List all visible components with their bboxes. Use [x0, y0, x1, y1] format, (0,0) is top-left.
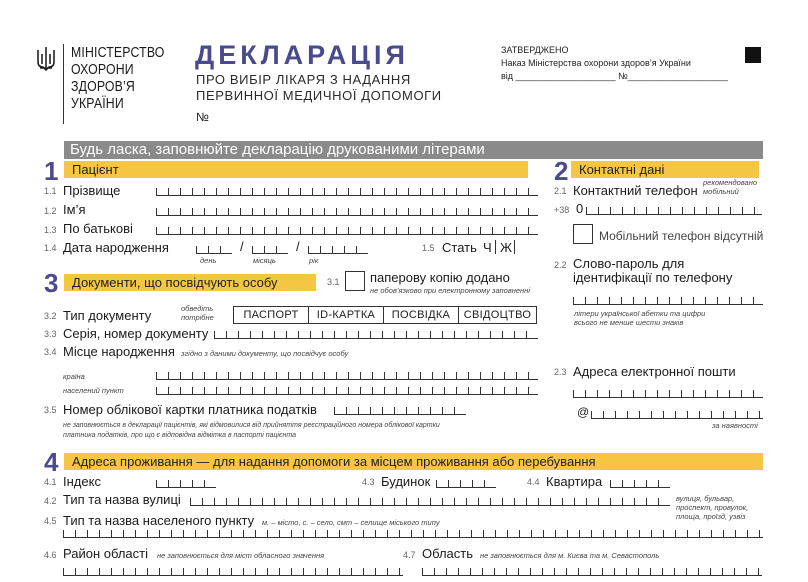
- index-input[interactable]: [156, 480, 216, 488]
- approved-from: від ____________________ №____________________: [501, 71, 728, 81]
- section-1-title: Пацієнт: [64, 161, 528, 178]
- settlement-note: м. – місто, с. – село, смт – селище міського типу: [262, 518, 440, 527]
- apartment-label: Квартира: [546, 474, 603, 489]
- field-num-4-6: 4.6: [44, 550, 57, 560]
- subtitle-line-2: ПЕРВИННОЇ МЕДИЧНОЇ ДОПОМОГИ: [196, 88, 442, 103]
- building-label: Будинок: [381, 474, 431, 489]
- doc-type-options: [233, 306, 537, 324]
- patronymic-input[interactable]: [156, 227, 538, 235]
- birthdate-label: Дата народження: [63, 240, 169, 255]
- section-4-title: Адреса проживання — для надання допомоги за місцем проживання або перебування: [64, 453, 763, 470]
- field-num-1-1: 1.1: [44, 186, 57, 196]
- declaration-number-label: №: [196, 110, 209, 124]
- doc-type-label: Тип документу: [63, 308, 152, 323]
- series-input[interactable]: [214, 331, 538, 339]
- phone-label: Контактний телефон: [573, 183, 698, 198]
- ministry-name: [71, 44, 165, 112]
- sex-separator: [495, 240, 496, 254]
- region-input[interactable]: [422, 568, 762, 576]
- field-num-4-4: 4.4: [527, 477, 540, 487]
- settlement-caption: населений пункт: [63, 386, 124, 395]
- sex-separator-end: [514, 240, 515, 254]
- field-num-1-3: 1.3: [44, 225, 57, 235]
- street-input-1[interactable]: [190, 498, 670, 506]
- field-num-2-3: 2.3: [554, 367, 567, 377]
- section-3-number: 3: [44, 268, 59, 298]
- field-num-4-1: 4.1: [44, 477, 57, 487]
- birthplace-note: згідно з даними документу, що посвідчує особу: [181, 349, 349, 358]
- ministry-line-1: МІНІСТЕРСТВО: [71, 44, 165, 61]
- phone-note: рекомендовано мобільний: [703, 178, 758, 196]
- phone-prefix: +38: [554, 205, 570, 215]
- date-separator-1: /: [240, 239, 244, 254]
- tax-number-input[interactable]: [334, 407, 466, 415]
- birth-settlement-input[interactable]: [156, 387, 538, 395]
- password-label-2: ідентифікації по телефону: [573, 270, 733, 285]
- phone-zero: 0: [576, 201, 584, 216]
- birth-month-caption: місяць: [253, 256, 276, 265]
- field-num-4-2: 4.2: [44, 496, 57, 506]
- birth-year-caption: рік: [309, 256, 319, 265]
- doc-type-note-2: потрібне: [181, 313, 214, 322]
- field-num-3-5: 3.5: [44, 405, 57, 415]
- section-2-number: 2: [554, 156, 569, 186]
- tax-note-1: не заповнюється в декларації пацієнтів, які відмовилися від прийняття реєстраційного номера облікової картки: [63, 422, 440, 429]
- surname-input[interactable]: [156, 188, 538, 196]
- birthplace-label: Місце народження: [63, 344, 175, 359]
- field-num-4-3: 4.3: [362, 477, 375, 487]
- ministry-line-4: УКРАЇНИ: [71, 95, 124, 112]
- doc-type-passport[interactable]: ПАСПОРТ: [234, 307, 309, 323]
- ministry-line-2: ОХОРОНИ: [71, 61, 134, 78]
- email-input-1[interactable]: [573, 390, 763, 398]
- section-1-number: 1: [44, 156, 59, 186]
- form-subtitle: [196, 72, 442, 104]
- paper-copy-checkbox[interactable]: [345, 271, 365, 291]
- sex-option-female[interactable]: Ж: [500, 240, 513, 255]
- field-num-3-4: 3.4: [44, 347, 57, 357]
- birth-year-input[interactable]: [308, 246, 368, 254]
- no-mobile-label: Мобільний телефон відсутній: [599, 229, 764, 243]
- street-note-2: проспект, провулок,: [676, 503, 749, 512]
- street-note-3: площа, проїзд, узвіз: [676, 512, 746, 521]
- field-num-1-4: 1.4: [44, 243, 57, 253]
- field-num-1-2: 1.2: [44, 206, 57, 216]
- series-label: Серія, номер документу: [63, 326, 209, 341]
- field-num-4-7: 4.7: [403, 550, 416, 560]
- field-num-3-1: 3.1: [327, 277, 340, 287]
- email-note: за наявності: [712, 421, 758, 430]
- name-label: Ім’я: [63, 202, 86, 217]
- patronymic-label: По батькові: [63, 221, 133, 236]
- password-input[interactable]: [573, 297, 763, 305]
- approved-title: ЗАТВЕРДЖЕНО: [501, 45, 569, 55]
- email-input-2[interactable]: [591, 411, 763, 419]
- tax-note-2: платника податків, про що є відповідна відмітка в паспорті пацієнта: [63, 432, 297, 439]
- phone-input[interactable]: [586, 207, 762, 215]
- field-num-3-2: 3.2: [44, 311, 57, 321]
- district-input[interactable]: [63, 568, 403, 576]
- doc-type-permit[interactable]: ПОСВІДКА: [384, 307, 459, 323]
- district-note: не заповнюється для міст обласного значення: [157, 551, 325, 560]
- password-note-1: літери української абетки та цифри: [574, 309, 706, 318]
- corner-marker: [745, 47, 761, 63]
- paper-copy-label: паперову копію додано: [370, 270, 510, 285]
- email-at: @: [577, 405, 590, 419]
- region-label: Область: [422, 546, 474, 561]
- approval-block: [501, 44, 728, 83]
- ministry-line-3: ЗДОРОВ’Я: [71, 78, 135, 95]
- no-mobile-checkbox[interactable]: [573, 224, 593, 244]
- doc-type-id-card[interactable]: ID-КАРТКА: [309, 307, 384, 323]
- district-label: Район області: [63, 546, 149, 561]
- subtitle-line-1: ПРО ВИБІР ЛІКАРЯ З НАДАННЯ: [196, 72, 411, 87]
- tax-number-label: Номер облікової картки платника податків: [63, 402, 317, 417]
- building-input[interactable]: [436, 480, 496, 488]
- name-input[interactable]: [156, 208, 538, 216]
- index-label: Індекс: [63, 474, 101, 489]
- birth-day-input[interactable]: [196, 246, 232, 254]
- paper-copy-note: не обов’язково при електронному заповненні: [370, 286, 530, 295]
- field-num-2-1: 2.1: [554, 186, 567, 196]
- country-caption: країна: [63, 372, 85, 381]
- apartment-input[interactable]: [610, 480, 670, 488]
- field-num-1-5: 1.5: [422, 243, 435, 253]
- field-num-2-2: 2.2: [554, 260, 567, 270]
- emblem-divider: [63, 44, 64, 124]
- email-label: Адреса електронної пошти: [573, 364, 736, 379]
- doc-type-note-1: обведіть: [181, 304, 214, 313]
- instruction-banner: Будь ласка, заповнюйте декларацію друкованими літерами: [64, 141, 763, 159]
- sex-option-male[interactable]: Ч: [483, 240, 492, 255]
- region-note: не заповнюється для м. Києва та м. Севастополь: [480, 551, 660, 560]
- birth-month-input[interactable]: [252, 246, 288, 254]
- birth-country-input[interactable]: [156, 372, 538, 380]
- surname-label: Прізвище: [63, 183, 121, 198]
- section-2-title: Контактні дані: [571, 161, 759, 178]
- form-title: ДЕКЛАРАЦІЯ: [195, 40, 409, 70]
- password-note-2: всього не менше шести знаків: [574, 318, 684, 327]
- trident-emblem-icon: [36, 46, 56, 74]
- section-4-number: 4: [44, 447, 59, 477]
- section-3-title: Документи, що посвідчують особу: [64, 274, 316, 291]
- settlement-input[interactable]: [63, 530, 763, 538]
- approved-order: Наказ Міністерства охорони здоров’я України: [501, 58, 691, 68]
- password-label-1: Слово-пароль для: [573, 256, 685, 271]
- date-separator-2: /: [296, 239, 300, 254]
- street-label: Тип та назва вулиці: [63, 492, 181, 507]
- settlement-label: Тип та назва населеного пункту: [63, 513, 255, 528]
- field-num-4-5: 4.5: [44, 516, 57, 526]
- doc-type-certificate[interactable]: СВІДОЦТВО: [463, 309, 532, 321]
- field-num-3-3: 3.3: [44, 329, 57, 339]
- sex-label: Стать: [442, 240, 477, 255]
- birth-day-caption: день: [200, 256, 217, 265]
- street-note-1: вулиця, бульвар,: [676, 494, 735, 503]
